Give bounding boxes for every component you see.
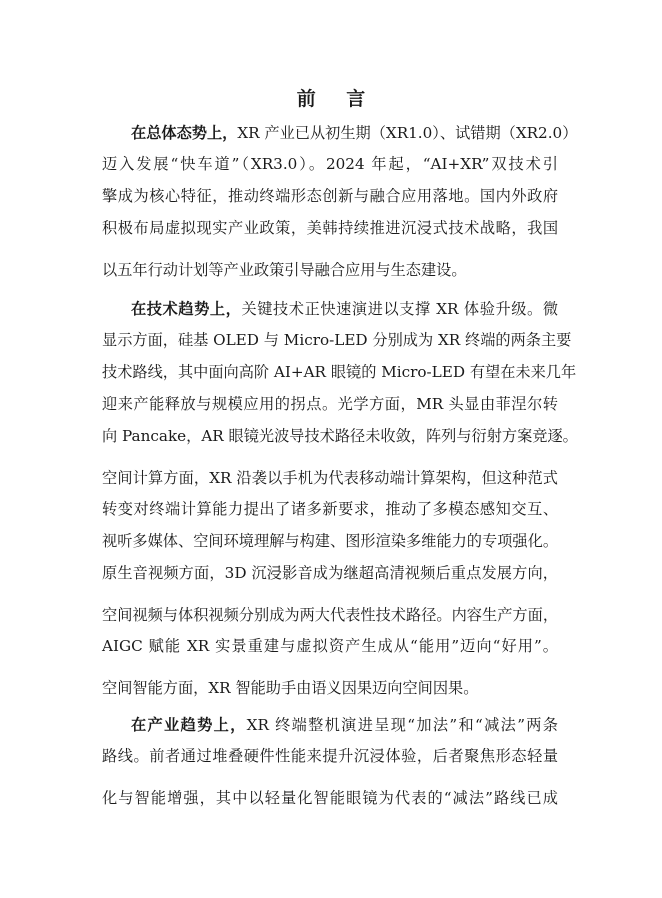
paragraph-line: 空间视频与体积视频分别成为两大代表性技术路径。内容生产方面， — [102, 606, 558, 624]
paragraph-line: 技术路线，其中面向高阶 AI+AR 眼镜的 Micro-LED 有望在未来几年 — [102, 363, 577, 381]
paragraph-line: 以五年行动计划等产业政策引导融合应用与生态建设。 — [102, 261, 467, 279]
paragraph-lead: 在总体态势上， — [131, 124, 238, 142]
paragraph-line: 转变对终端计算能力提出了诸多新要求，推动了多模态感知交互、 — [102, 500, 558, 518]
paragraph-line: 空间智能方面，XR 智能助手由语义因果迈向空间因果。 — [102, 679, 479, 697]
paragraph-line: 空间计算方面，XR 沿袭以手机为代表移动端计算架构，但这种范式 — [102, 469, 558, 487]
paragraph-line: 显示方面，硅基 OLED 与 Micro-LED 分别成为 XR 终端的两条主要 — [102, 331, 572, 349]
paragraph-line: 路线。前者通过堆叠硬件性能来提升沉浸体验，后者聚焦形态轻量 — [102, 747, 558, 765]
paragraph-line: 视听多媒体、空间环境理解与构建、图形渲染多维能力的专项强化。 — [102, 532, 558, 550]
page-title: 前 言 — [296, 88, 378, 110]
paragraph-line: 在产业趋势上，XR 终端整机演进呈现“加法”和“减法”两条 — [131, 716, 558, 734]
paragraph-line: 原生音视频方面，3D 沉浸影音成为继超高清视频后重点发展方向， — [102, 564, 558, 582]
paragraph-line: 积极布局虚拟现实产业政策，美韩持续推进沉浸式技术战略，我国 — [102, 219, 558, 237]
paragraph-line: 迎来产能释放与规模应用的拐点。光学方面，MR 头显由菲涅尔转 — [102, 395, 558, 413]
paragraph-line: 擎成为核心特征，推动终端形态创新与融合应用落地。国内外政府 — [102, 187, 558, 205]
paragraph-line: AIGC 赋能 XR 实景重建与虚拟资产生成从“能用”迈向“好用”。 — [102, 637, 558, 655]
paragraph-line: 迈入发展“快车道”（XR3.0）。2024 年起，“AI+XR”双技术引 — [102, 155, 558, 173]
paragraph-line: 在技术趋势上，关键技术正快速演进以支撑 XR 体验升级。微 — [131, 300, 559, 318]
paragraph-lead: 在技术趋势上， — [131, 300, 242, 318]
paragraph-line: 向 Pancake，AR 眼镜光波导技术路径未收敛，阵列与衍射方案竞逐。 — [102, 427, 578, 445]
paragraph-line: 在总体态势上，XR 产业已从初生期（XR1.0）、试错期（XR2.0） — [131, 124, 578, 142]
paragraph-lead: 在产业趋势上， — [131, 716, 247, 734]
paragraph-line: 化与智能增强，其中以轻量化智能眼镜为代表的“减法”路线已成 — [102, 789, 558, 807]
